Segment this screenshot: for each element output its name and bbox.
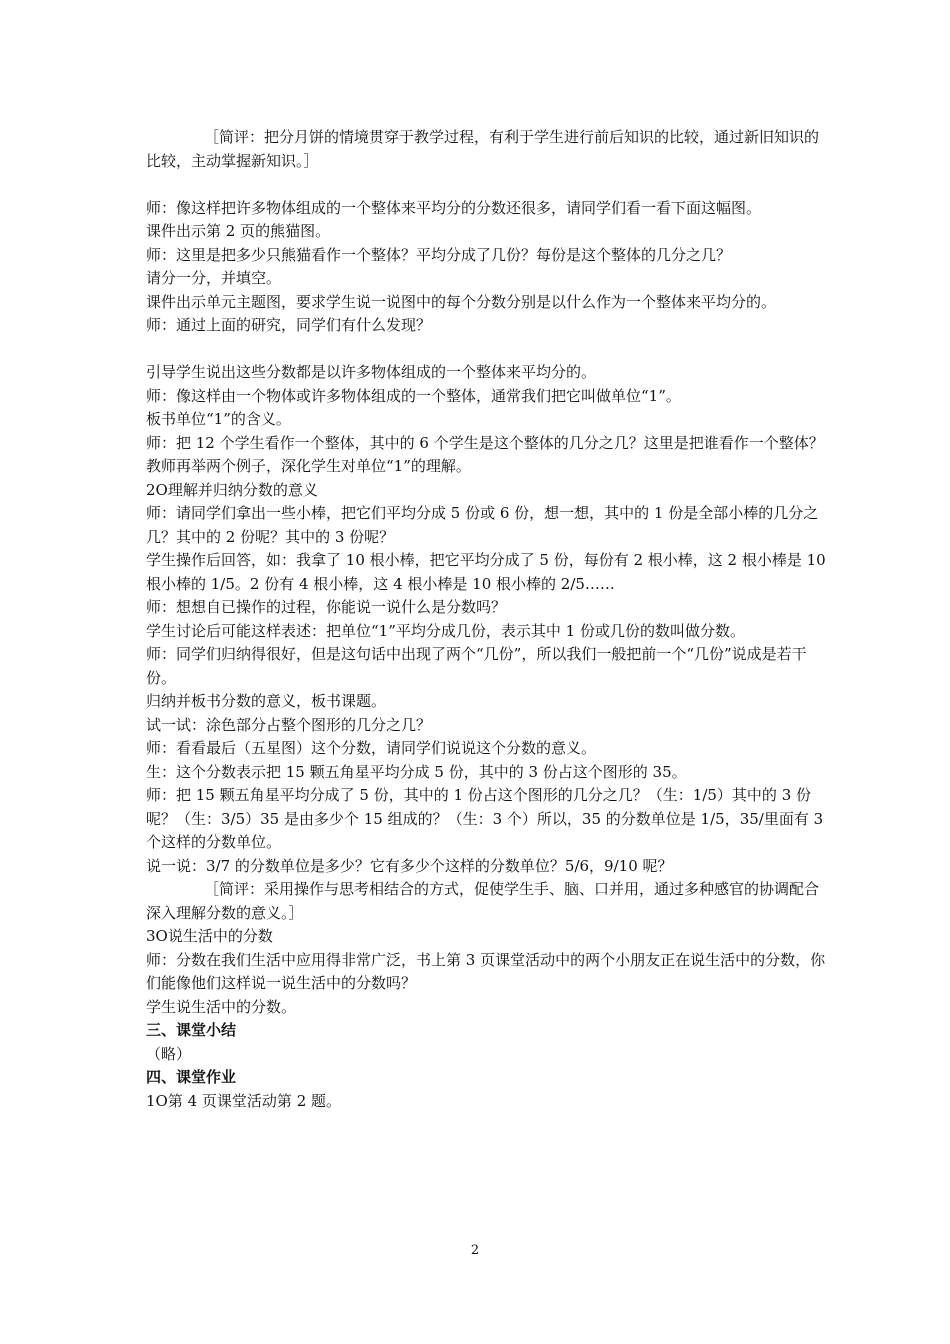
paragraph: 说一说：3/7 的分数单位是多少？它有多少个这样的分数单位？5/6，9/10 呢？ xyxy=(146,856,673,875)
paragraph: 学生讨论后可能这样表述：把单位“1”平均分成几份，表示其中 1 份或几份的数叫做分数。 xyxy=(146,621,745,640)
paragraph: 师：把 15 颗五角星平均分成了 5 份，其中的 1 份占这个图形的几分之几？（生：1/5）其中的 3 份呢？（生：3/5）35 是由多少个 15 组成的？（生：3 个）所以，35 的分数单位是 1/5，35/里面有 3 个这样的分数单位。 xyxy=(146,786,824,851)
blank-line xyxy=(146,173,826,197)
paragraph: （略） xyxy=(146,1044,192,1063)
paragraph: 教师再举两个例子，深化学生对单位“1”的理解。 xyxy=(146,457,471,475)
comment-paragraph-1: ［简评：把分月饼的情境贯穿于教学过程，有利于学生进行前后知识的比较，通过新旧知识的比较，主动掌握新知识。］ xyxy=(146,128,820,170)
paragraph: 师：分数在我们生活中应用得非常广泛，书上第 3 页课堂活动中的两个小朋友正在说生活中的分数，你们能像他们这样说一说生活中的分数吗？ xyxy=(146,950,826,992)
paragraph: 师：同学们归纳得很好，但是这句话中出现了两个“几份”，所以我们一般把前一个“几份”说成是若干份。 xyxy=(146,645,807,687)
paragraph: 课件出示第 2 页的熊猫图。 xyxy=(146,222,331,240)
paragraph: 板书单位“1”的含义。 xyxy=(146,410,291,428)
comment-paragraph-2: ［简评：采用操作与思考相结合的方式，促使学生手、脑、口并用，通过多种感官的协调配合深入理解分数的意义。］ xyxy=(146,880,820,922)
section-heading-homework: 四、课堂作业 xyxy=(146,1068,237,1086)
paragraph: 生：这个分数表示把 15 颗五角星平均分成 5 份，其中的 3 份占这个图形的 35。 xyxy=(146,762,687,781)
paragraph: 归纳并板书分数的意义，板书课题。 xyxy=(146,692,387,710)
paragraph: 学生说生活中的分数。 xyxy=(146,997,297,1016)
section-heading-summary: 三、课堂小结 xyxy=(146,1021,237,1039)
subsection-heading: 2O理解并归纳分数的意义 xyxy=(146,480,318,499)
paragraph: 师：这里是把多少只熊猫看作一个整体？平均分成了几份？每份是这个整体的几分之几？ xyxy=(146,245,732,264)
paragraph: 课件出示单元主题图，要求学生说一说图中的每个分数分别是以什么作为一个整体来平均分的。 xyxy=(146,292,777,311)
paragraph: 引导学生说出这些分数都是以许多物体组成的一个整体来平均分的。 xyxy=(146,363,597,381)
paragraph: 师：想想自已操作的过程，你能说一说什么是分数吗？ xyxy=(146,598,507,616)
paragraph: 1O第 4 页课堂活动第 2 题。 xyxy=(146,1091,342,1110)
paragraph: 师：通过上面的研究，同学们有什么发现？ xyxy=(146,316,432,334)
paragraph: 师：看看最后（五星图）这个分数，请同学们说说这个分数的意义。 xyxy=(146,739,597,757)
paragraph: 师：像这样把许多物体组成的一个整体来平均分的分数还很多，请同学们看一看下面这幅图。 xyxy=(146,198,762,217)
subsection-heading: 3O说生活中的分数 xyxy=(146,927,273,945)
paragraph: 师：请同学们拿出一些小棒，把它们平均分成 5 份或 6 份，想一想，其中的 1 份是全部小棒的几分之几？其中的 2 份呢？其中的 3 份呢？ xyxy=(146,504,819,546)
document-body xyxy=(146,126,826,1113)
blank-line xyxy=(146,338,826,362)
paragraph: 师：像这样由一个物体或许多物体组成的一个整体，通常我们把它叫做单位“1”。 xyxy=(146,386,681,405)
paragraph: 师：把 12 个学生看作一个整体，其中的 6 个学生是这个整体的几分之几？这里是把谁看作一个整体？ xyxy=(146,433,824,452)
page-number: 2 xyxy=(470,1243,480,1258)
paragraph: 试一试：涂色部分占整个图形的几分之几？ xyxy=(146,715,432,734)
paragraph: 学生操作后回答，如：我拿了 10 根小棒，把它平均分成了 5 份，每份有 2 根小棒，这 2 根小棒是 10 根小棒的 1/5。2 份有 4 根小棒，这 4 根小棒是 10 根小棒的 2/5…… xyxy=(146,551,826,593)
paragraph: 请分一分，并填空。 xyxy=(146,269,282,287)
